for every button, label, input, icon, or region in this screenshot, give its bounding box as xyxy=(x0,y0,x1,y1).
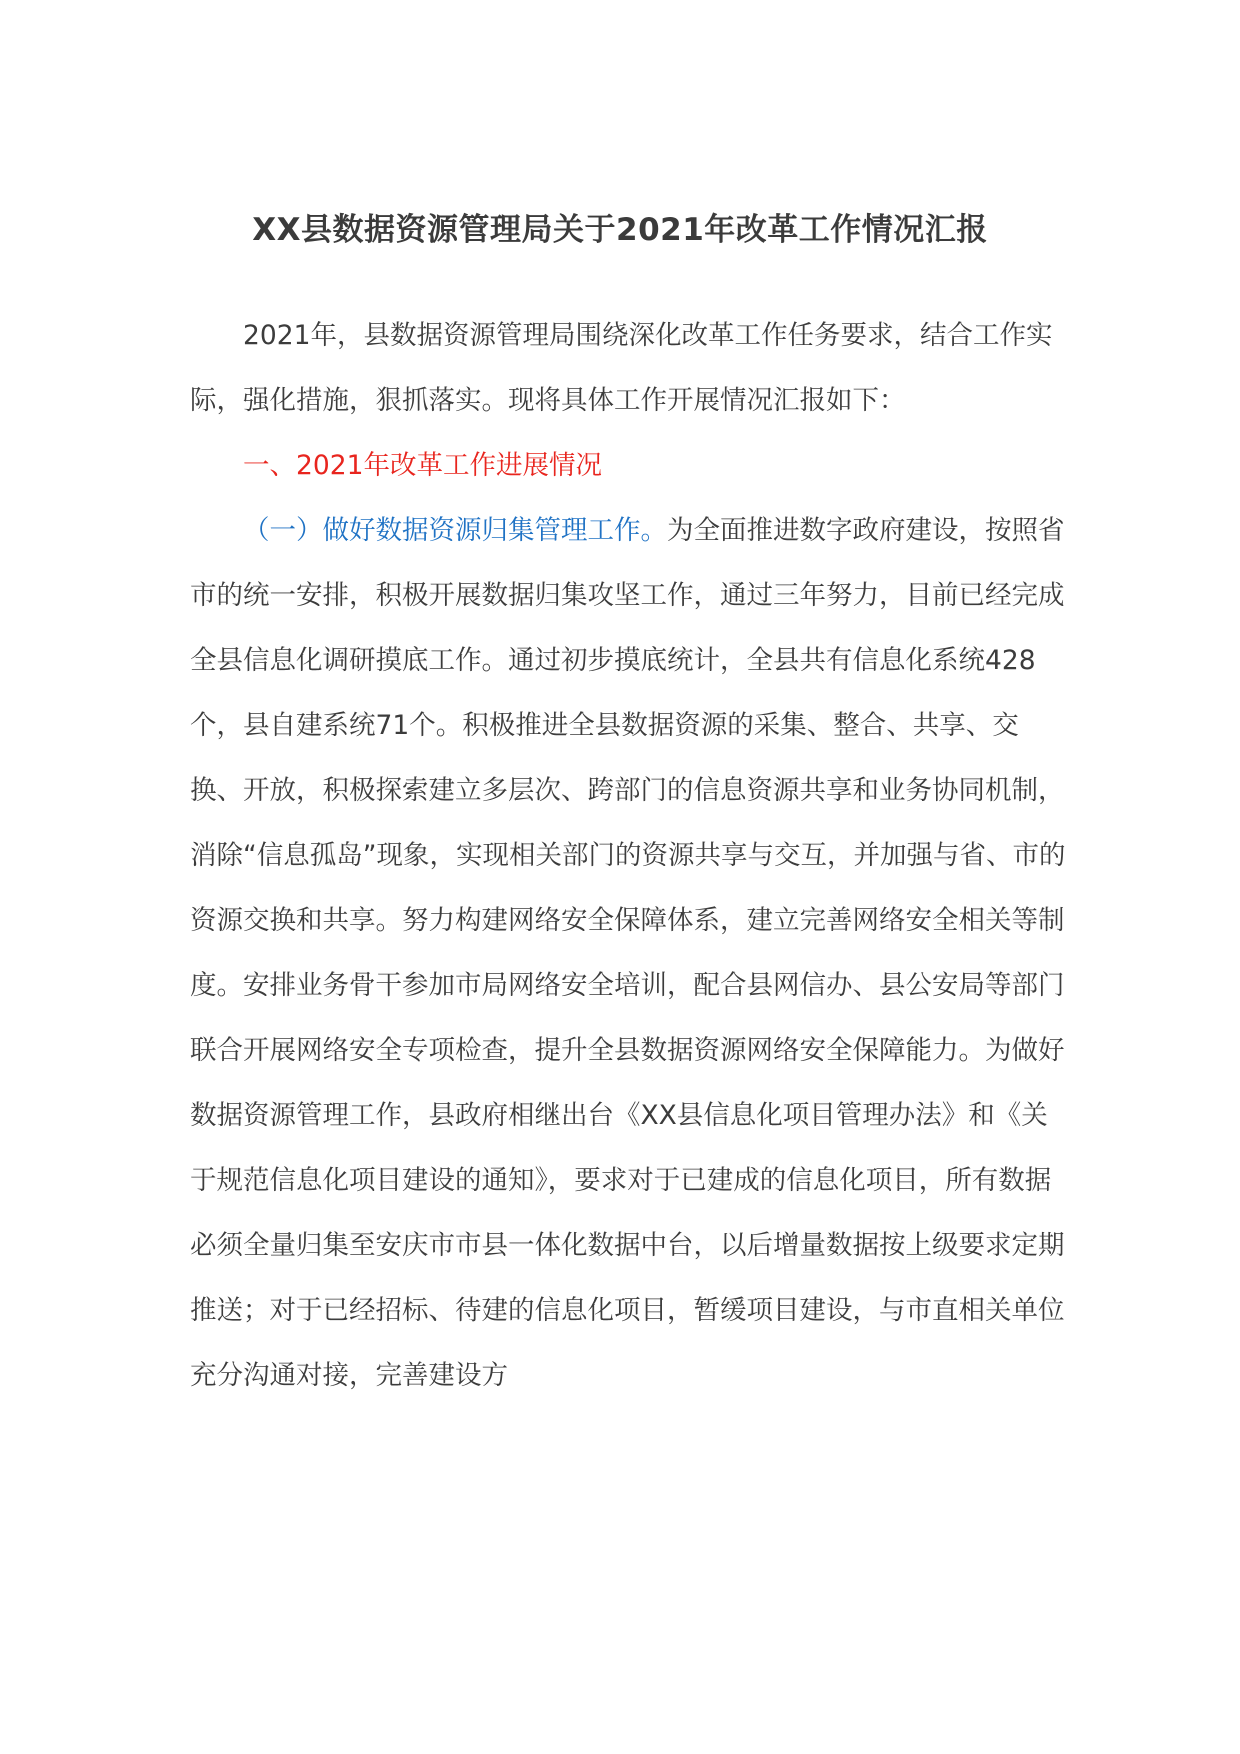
subsection-heading: （一）做好数据资源归集管理工作。 xyxy=(243,515,667,546)
document-title: XX县数据资源管理局关于2021年改革工作情况汇报 xyxy=(252,212,988,248)
document-body xyxy=(190,303,1070,1408)
intro-paragraph: 2021年，县数据资源管理局围绕深化改革工作任务要求，结合工作实际，强化措施，狠抓落实。现将具体工作开展情况汇报如下： xyxy=(190,320,1053,416)
subsection-body: 为全面推进数字政府建设，按照省市的统一安排，积极开展数据归集攻坚工作，通过三年努力，目前已经完成全县信息化调研摸底工作。通过初步摸底统计，全县共有信息化系统428个，县自建系统71个。积极推进全县数据资源的采集、整合、共享、交换、开放，积极探索建立多层次、跨部门的信息资源共享和业务协同机制，消除“信息孤岛”现象，实现相关部门的资源共享与交互，并加强与省、市的资源交换和共享。努力构建网络安全保障体系，建立完善网络安全相关等制度。安排业务骨干参加市局网络安全培训，配合县网信办、县公安局等部门联合开展网络安全专项检查，提升全县数据资源网络安全保障能力。为做好数据资源管理工作，县政府相继出台《XX县信息化项目管理办法》和《关于规范信息化项目建设的通知》，要求对于已建成的信息化项目，所有数据必须全量归集至安庆市市县一体化数据中台，以后增量数据按上级要求定期推送；对于已经招标、待建的信息化项目，暂缓项目建设，与市直相关单位充分沟通对接，完善建设方 xyxy=(190,515,1066,1391)
section-heading: 一、2021年改革工作进展情况 xyxy=(243,450,602,481)
subsection-paragraph xyxy=(190,498,1070,1408)
